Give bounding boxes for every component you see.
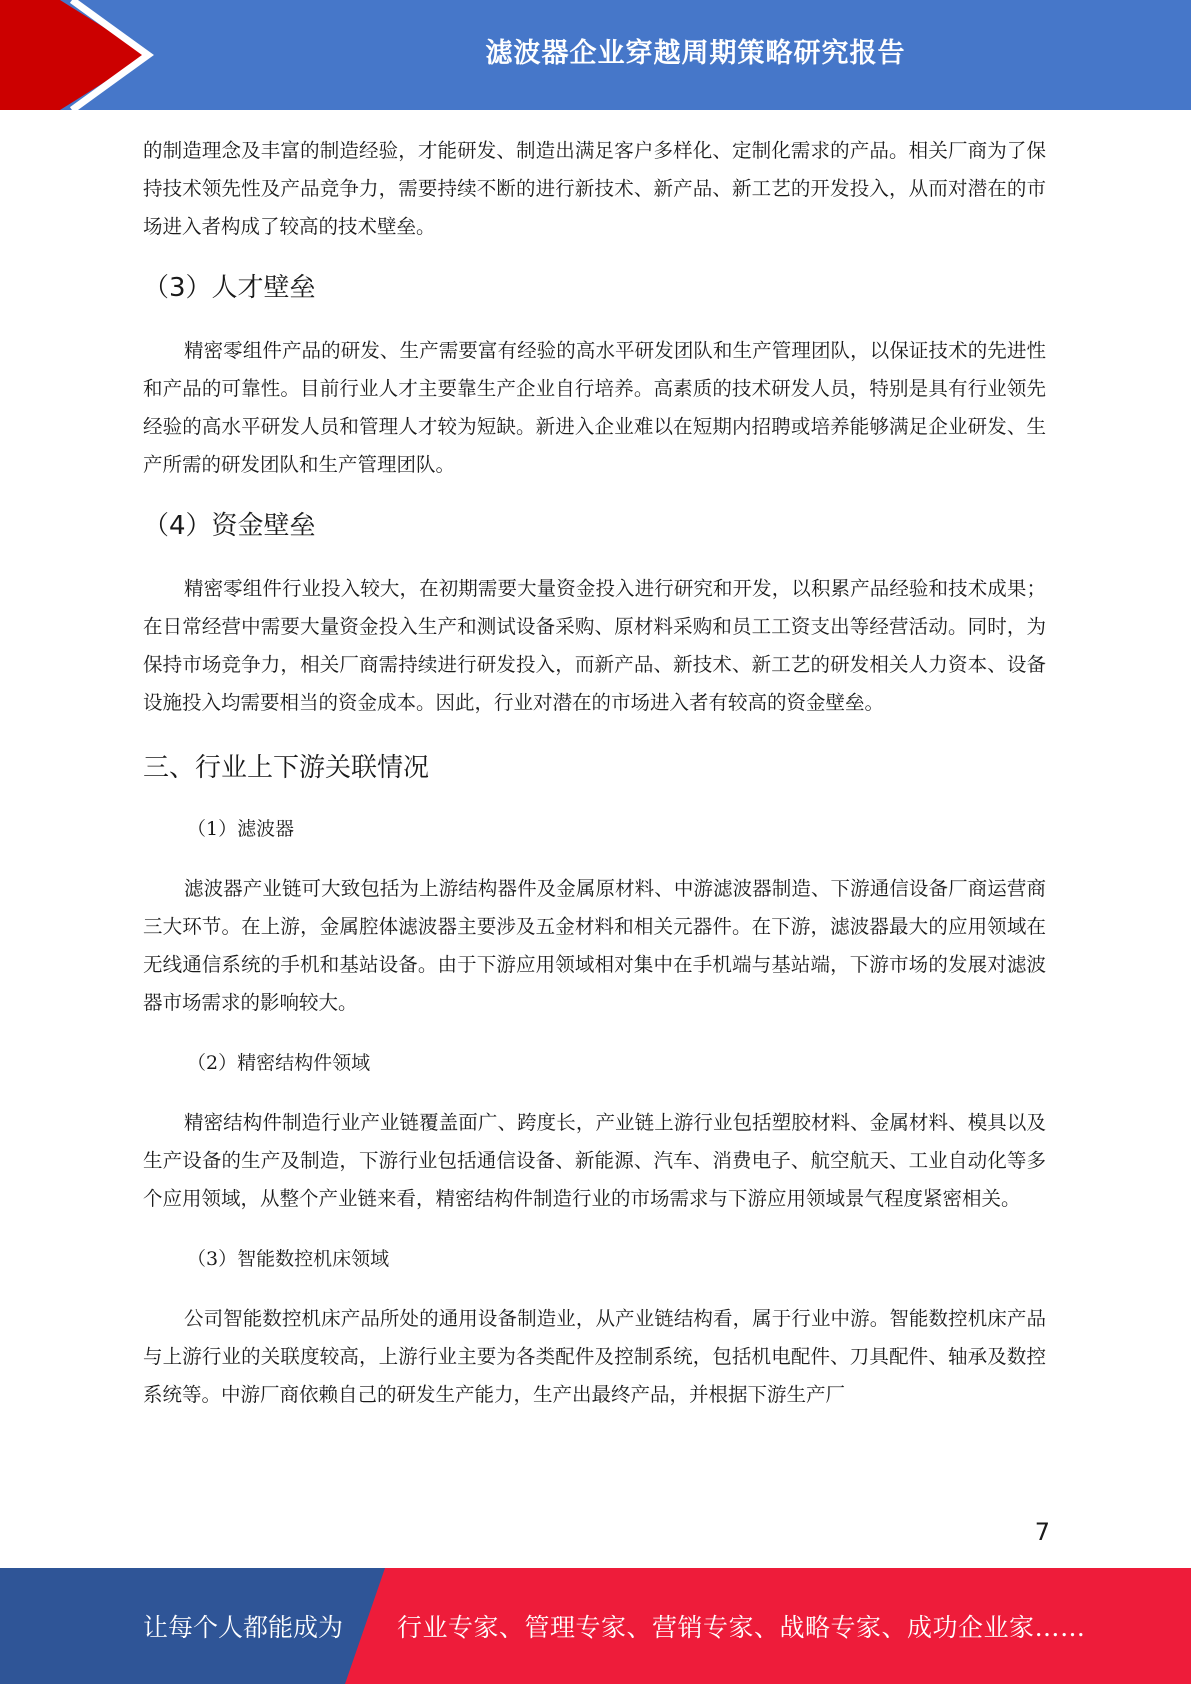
page-content <box>143 132 1046 1414</box>
heading-capital-barrier: （4）资金壁垒 <box>143 511 316 541</box>
heading-talent-barrier: （3）人才壁垒 <box>143 273 316 303</box>
footer-slogan-left: 让每个人都能成为 <box>143 1613 344 1642</box>
item-heading-filter: （1）滤波器 <box>187 818 295 840</box>
item-heading-precision-parts: （2）精密结构件领域 <box>187 1052 371 1074</box>
footer-slogan-right: 行业专家、管理专家、营销专家、战略专家、成功企业家…… <box>397 1613 1086 1642</box>
page-header <box>0 0 1191 110</box>
page-footer <box>0 1568 1191 1684</box>
paragraph-filter: 滤波器产业链可大致包括为上游结构器件及金属原材料、中游滤波器制造、下游通信设备厂商运营商三大环节。在上游，金属腔体滤波器主要涉及五金材料和相关元器件。在下游，滤波器最大的应用领域在无线通信系统的手机和基站设备。由于下游应用领域相对集中在手机端与基站端，下游市场的发展对滤波器市场需求的影响较大。 <box>143 877 1046 1014</box>
item-heading-cnc-machine: （3）智能数控机床领域 <box>187 1248 390 1270</box>
paragraph-precision-parts: 精密结构件制造行业产业链覆盖面广、跨度长，产业链上游行业包括塑胶材料、金属材料、模具以及生产设备的生产及制造，下游行业包括通信设备、新能源、汽车、消费电子、航空航天、工业自动化等多个应用领域，从整个产业链来看，精密结构件制造行业的市场需求与下游应用领域景气程度紧密相关。 <box>143 1111 1046 1210</box>
paragraph-cnc-machine: 公司智能数控机床产品所处的通用设备制造业，从产业链结构看，属于行业中游。智能数控机床产品与上游行业的关联度较高，上游行业主要为各类配件及控制系统，包括机电配件、刀具配件、轴承及数控系统等。中游厂商依赖自己的研发生产能力，生产出最终产品，并根据下游生产厂 <box>143 1307 1046 1406</box>
report-title: 滤波器企业穿越周期策略研究报告 <box>485 37 906 69</box>
paragraph-tech-barrier-end: 的制造理念及丰富的制造经验，才能研发、制造出满足客户多样化、定制化需求的产品。相关厂商为了保持技术领先性及产品竞争力，需要持续不断的进行新技术、新产品、新工艺的开发投入，从而对潜在的市场进入者构成了较高的技术壁垒。 <box>143 139 1046 238</box>
paragraph-talent-barrier: 精密零组件产品的研发、生产需要富有经验的高水平研发团队和生产管理团队，以保证技术的先进性和产品的可靠性。目前行业人才主要靠生产企业自行培养。高素质的技术研发人员，特别是具有行业领先经验的高水平研发人员和管理人才较为短缺。新进入企业难以在短期内招聘或培养能够满足企业研发、生产所需的研发团队和生产管理团队。 <box>143 339 1046 476</box>
section-heading-industry-chain: 三、行业上下游关联情况 <box>143 753 430 783</box>
paragraph-capital-barrier: 精密零组件行业投入较大，在初期需要大量资金投入进行研究和开发，以积累产品经验和技术成果；在日常经营中需要大量资金投入生产和测试设备采购、原材料采购和员工工资支出等经营活动。同时，为保持市场竞争力，相关厂商需持续进行研发投入，而新产品、新技术、新工艺的研发相关人力资本、设备设施投入均需要相当的资金成本。因此，行业对潜在的市场进入者有较高的资金壁垒。 <box>143 577 1046 714</box>
page-number: 7 <box>1034 1518 1050 1546</box>
